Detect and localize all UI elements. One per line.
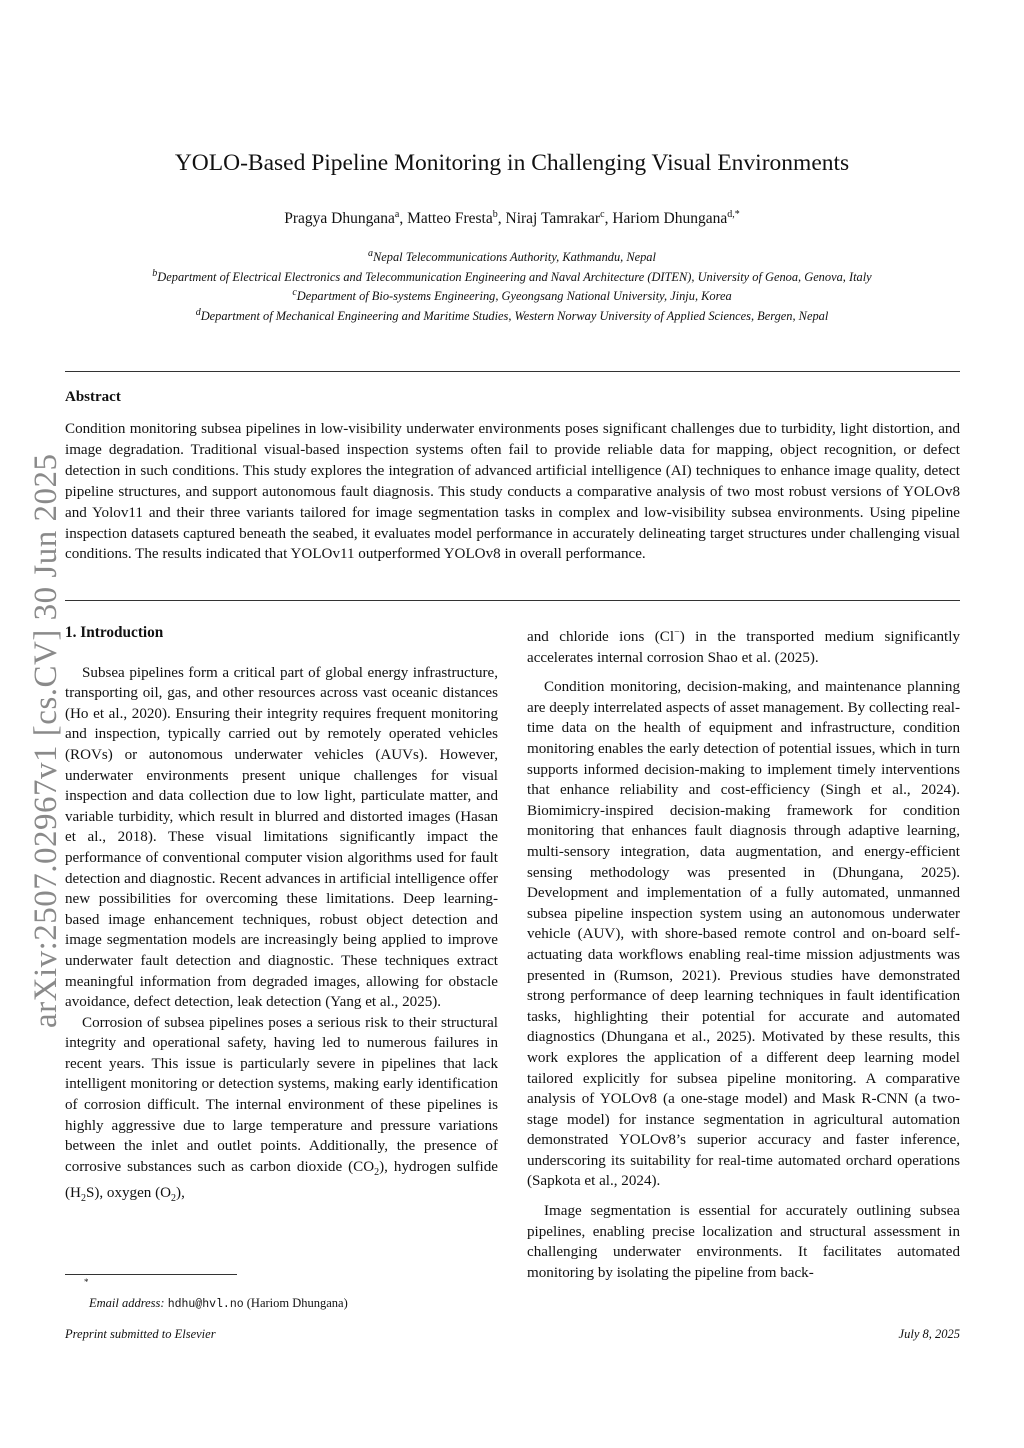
author-name: Niraj Tamrakar — [505, 210, 601, 228]
footnote-name: (Hariom Dhungana) — [246, 1296, 348, 1310]
affiliation: $^d$Department of Mechanical Engineering and Maritime Studies, Western Norway University of Applied Sciences, Bergen, Nepal — [195, 306, 829, 323]
footnote-marker: * — [84, 1277, 89, 1287]
abstract-heading: Abstract — [65, 389, 121, 405]
right-column — [527, 623, 960, 1283]
footnote-label: Email address: — [89, 1296, 165, 1310]
affiliation: $^c$Department of Bio-systems Engineering, Gyeongsang National University, Jinju, Korea — [292, 287, 732, 304]
affiliations — [0, 246, 1024, 325]
abstract-text: Condition monitoring subsea pipelines in low-visibility underwater environments poses significant challenges due to turbidity, light distortion, and image degradation. Traditional visual-based inspection systems often fail to provide reliable data for mapping, object recognition, or defect detection in such conditions. This study explores the integration of advanced artificial intelligence (AI) techniques to enhance image quality, detect pipeline structures, and support autonomous fault diagnosis. This study conducts a comparative analysis of two most robust versions of YOLOv8 and Yolov11 and their three variants tailored for image segmentation tasks in complex and low-visibility subsea environments. Using pipeline inspection datasets captured beneath the seabed, it evaluates model performance in accurately delineating target structures under challenging visual conditions. The results indicated that YOLOv11 outperformed YOLOv8 in overall performance. — [65, 421, 960, 563]
arxiv-stamp — [24, 428, 68, 1028]
paper-title: YOLO-Based Pipeline Monitoring in Challenging Visual Environments — [174, 150, 850, 176]
paragraph: and chloride ions (Cl−) in the transported medium significantly accelerates internal corrosion Shao et al. (2025). — [527, 627, 960, 666]
left-column — [65, 623, 498, 1210]
section-heading: 1. Introduction — [65, 624, 164, 641]
author-name: Pragya Dhungana — [284, 210, 395, 228]
footnote — [89, 1296, 348, 1311]
affiliation: $^a$Nepal Telecommunications Authority, Kathmandu, Nepal — [368, 248, 656, 265]
author-list: Pragya Dhungana$^a$, Matteo Fresta$^b$, Niraj Tamrakar$^c$, Hariom Dhungana$^{d,*}$ — [284, 209, 740, 228]
paragraph: Image segmentation is essential for accurately outlining subsea pipelines, enabling precise localization and structural assessment in challenging underwater environments. It facilitates automated monitoring by isolating the pipeline from back- — [527, 1203, 960, 1281]
top-divider — [65, 371, 960, 372]
author-name: Matteo Fresta — [407, 210, 493, 228]
paragraph: Subsea pipelines form a critical part of global energy infrastructure, transporting oil, gas, and other resources across vast oceanic distances (Ho et al., 2020). Ensuring their integrity requires frequent monitoring and inspection, typically carried out by remotely operated vehicles (ROVs) or autonomous underwater vehicles (AUVs). However, underwater environments present unique challenges for visual inspection and data collection due to low light, particulate matter, and variable turbidity, which result in blurred and distorted images (Hasan et al., 2018). These visual limitations significantly impact the performance of conventional computer vision algorithms used for fault detection and diagnostic. Recent advances in artificial intelligence offer new possibilities for overcoming these limitations. Deep learning-based image enhancement techniques, robust object detection and image segmentation models are increasingly being applied to improve underwater fault detection and diagnostic. These techniques extract meaningful information from degraded images, allowing for obstacle avoidance, defect detection, leak detection (Yang et al., 2025). — [65, 664, 498, 1011]
footer-date: July 8, 2025 — [898, 1327, 960, 1341]
author-mark: a — [394, 209, 400, 220]
author-mark: d,* — [727, 209, 740, 220]
email-link[interactable]: hdhu@hvl.no — [167, 1298, 244, 1311]
author-mark: c — [600, 209, 605, 220]
paragraph: Corrosion of subsea pipelines poses a serious risk to their structural integrity and operational safety, having led to numerous failures in recent years. This issue is particularly severe in pipelines that lack intelligent monitoring or detection systems, making early identification of corrosion difficult. The internal environment of these pipelines is highly aggressive due to large temperature and pressure variations between the inlet and outlet points. Additionally, the presence of corrosive substances such as carbon dioxide $(CO_2)$, hydrogen sulfide $(H_2S)$, oxygen $(O_2)$, — [65, 1014, 498, 1205]
arxiv-stamp-text: arXiv:2507.02967v1 [cs.CV] 30 Jun 2025 — [28, 453, 64, 1028]
paragraph: Condition monitoring, decision-making, and maintenance planning are deeply interrelated aspects of asset management. By collecting real-time data on the health of equipment and infrastructure, condition monitoring enables the early detection of potential issues, which in turn supports informed decision-making to implement timely interventions that enhance reliability and cost-efficiency (Singh et al., 2024). Biomimicry-inspired decision-making framework for condition monitoring that enhances fault diagnosis through adaptive learning, multi-sensory integration, data augmentation, and energy-efficient sensing methodology was presented in (Dhungana, 2025). Development and implementation of a fully automated, unmanned subsea pipeline inspection system using an autonomous underwater vehicle (AUV), with shore-based remote control and on-board self-actuating data workflows enabling real-time mission adjustments was presented in (Rumson, 2021). Previous studies have demonstrated strong performance of deep learning techniques in fault identification tasks, highlighting their potential for accurate and automated diagnostics (Dhungana et al., 2025). Motivated by these results, this work explores the application of a different deep learning model tailored explicitly for subsea pipeline monitoring. A comparative analysis of YOLOv8 (a one-stage model) and Mask R-CNN (a two-stage model) for instance segmentation in agricultural automation demonstrated YOLOv8’s superior accuracy and faster inference, underscoring its suitability for real-time automated orchard operations (Sapkota et al., 2024). — [527, 679, 960, 1190]
author-mark: b — [492, 209, 498, 220]
abstract-divider — [65, 600, 960, 601]
author-name: Hariom Dhungana — [612, 210, 728, 228]
affiliation: $^b$Department of Electrical Electronics and Telecommunication Engineering and Naval Architecture (DITEN), University of Genoa, Genova, Italy — [152, 267, 872, 284]
footnote-divider — [65, 1274, 237, 1275]
footer-preprint: Preprint submitted to Elsevier — [65, 1327, 216, 1341]
